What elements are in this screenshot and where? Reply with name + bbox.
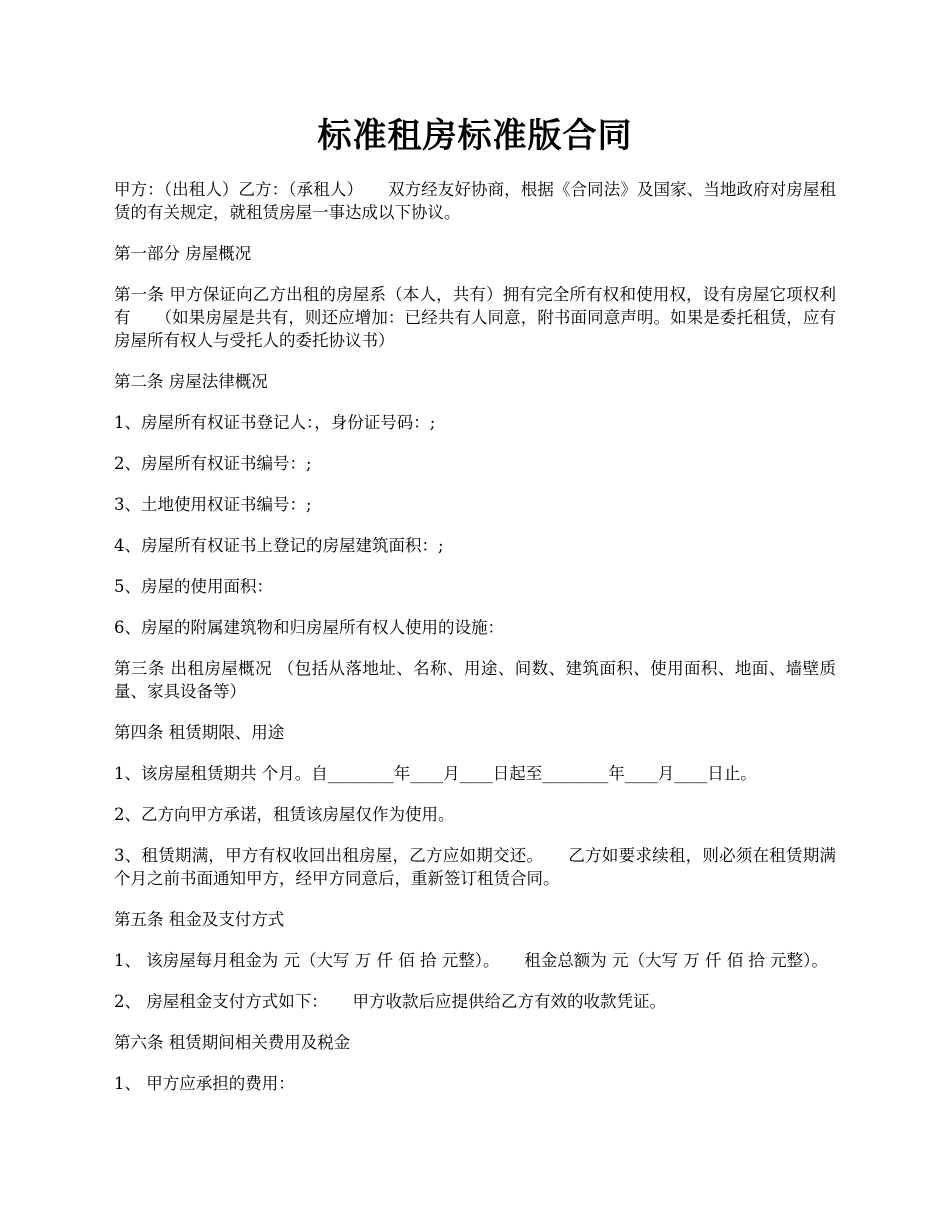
list-item: 6、房屋的附属建筑物和归房屋所有权人使用的设施： bbox=[114, 618, 504, 637]
list-item: 2、 房屋租金支付方式如下： 甲方收款后应提供给乙方有效的收款凭证。 bbox=[114, 992, 666, 1011]
section-heading-part-one: 第一部分 房屋概况 bbox=[114, 244, 252, 263]
list-item: 3、租赁期满，甲方有权收回出租房屋，乙方应如期交还。 乙方如要求续租，则必须在租赁期满 个月之前书面通知甲方，经甲方同意后，重新签订租赁合同。 bbox=[114, 846, 842, 888]
paragraph-parties: 甲方：（出租人）乙方：（承租人） 双方经友好协商，根据《合同法》及国家、当地政府对房屋租赁的有关规定，就租赁房屋一事达成以下协议。 bbox=[114, 180, 836, 222]
list-item: 1、 甲方应承担的费用： bbox=[114, 1074, 295, 1093]
article-three: 第三条 出租房屋概况 （包括从落地址、名称、用途、间数、建筑面积、使用面积、地面、墙壁质量、家具设备等） bbox=[114, 659, 836, 701]
list-item: 2、房屋所有权证书编号：; bbox=[114, 454, 312, 473]
article-two-heading: 第二条 房屋法律概况 bbox=[114, 372, 268, 391]
list-item: 3、土地使用权证书编号：; bbox=[114, 495, 312, 514]
list-item: 4、房屋所有权证书上登记的房屋建筑面积：; bbox=[114, 536, 444, 555]
list-item: 1、房屋所有权证书登记人：，身份证号码：; bbox=[114, 413, 436, 432]
list-item: 1、 该房屋每月租金为 元（大写 万 仟 佰 拾 元整）。 租金总额为 元（大写 万 仟 佰 拾 元整）。 bbox=[114, 951, 828, 970]
article-one: 第一条 甲方保证向乙方出租的房屋系（本人，共有）拥有完全所有权和使用权，设有房屋它项权利有 （如果房屋是共有，则还应增加：已经共有人同意，附书面同意声明。如果是委托租赁，应有房屋所有权人与受托人的委托协议书） bbox=[114, 285, 836, 350]
document-title: 标准租房标准版合同 bbox=[317, 116, 633, 156]
article-six-heading: 第六条 租赁期间相关费用及税金 bbox=[114, 1033, 351, 1052]
document-body bbox=[114, 178, 842, 1113]
list-item: 2、乙方向甲方承诺，租赁该房屋仅作为使用。 bbox=[114, 805, 455, 824]
article-five-heading: 第五条 租金及支付方式 bbox=[114, 910, 285, 929]
list-item: 1、该房屋租赁期共 个月。自________年____月____日起至________年____月____日止。 bbox=[114, 764, 757, 783]
article-four-heading: 第四条 租赁期限、用途 bbox=[114, 723, 285, 742]
list-item: 5、房屋的使用面积： bbox=[114, 577, 273, 596]
